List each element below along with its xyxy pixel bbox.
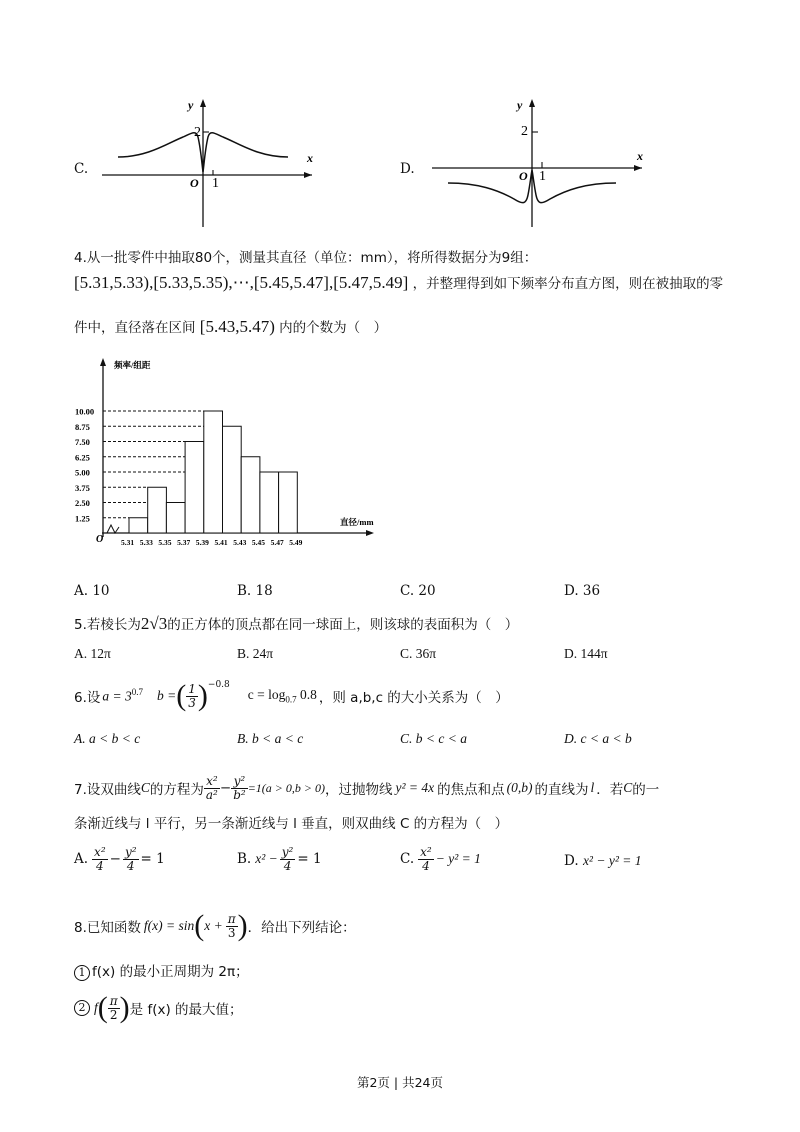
q7-mid: ，过抛物线 bbox=[324, 782, 393, 798]
q6-b-exp: −0.8 bbox=[207, 680, 230, 690]
q4-line3-head: 件中，直径落在区间 bbox=[74, 320, 196, 336]
q5-option-a[interactable]: A. 12π bbox=[74, 646, 111, 661]
y-tick-8.75: 8.75 bbox=[75, 421, 90, 432]
q6-tail: ，则 a,b,c 的大小关系为（ ） bbox=[318, 690, 509, 706]
q7-eq-mid: 的方程为 bbox=[149, 782, 204, 798]
q7-point: (0,b) bbox=[506, 780, 533, 795]
q4-intervals: [5.31,5.33),[5.33,5.35),⋯,[5.45,5.47],[5.47,5.49] bbox=[74, 273, 409, 292]
q5-stem bbox=[74, 613, 518, 634]
bar-5.45 bbox=[260, 472, 279, 533]
q7-line1: 7.设双曲线 C 的方程为 $\frac{\text{x²}}{\text{a²}}$ − $\frac{\text{y²}}{\text{b²}}$ =1(a > 0,b > 0) ，过抛物线 y² = 4x 的焦点和点 (0,b) 的直线为 l ．若 C 的一 bbox=[74, 773, 660, 802]
circled-one-icon: 1 bbox=[74, 965, 90, 981]
q8-stem: 8.已知函数 f(x) = sin ( x + $\frac{\pi}{3}$ ) ．给出下列结论： bbox=[74, 909, 356, 942]
q7-frac-x: $\frac{\text{x²}}{\text{a²}}$ bbox=[205, 773, 218, 802]
q4-option-c[interactable]: C. 20 bbox=[400, 583, 436, 599]
q4-line3 bbox=[74, 316, 387, 337]
d-y-label: y bbox=[517, 98, 523, 112]
q8-fx: f(x) = sin bbox=[143, 918, 195, 933]
x-tick-5.35: 5.35 bbox=[158, 538, 172, 547]
d-origin: O bbox=[519, 169, 528, 183]
q7-line2: 条渐近线与 l 平行，另一条渐近线与 l 垂直，则双曲线 C 的方程为（ ） bbox=[74, 816, 509, 832]
x-axis-title: 直径/mm bbox=[340, 517, 374, 527]
bar-5.31 bbox=[129, 518, 148, 533]
q5-option-c[interactable]: C. 36π bbox=[400, 646, 437, 661]
q7-option-c[interactable]: C. $\frac{\text{x²}}{4}$ − y² = 1 bbox=[400, 845, 481, 873]
q4-line2 bbox=[74, 272, 723, 293]
bar-5.33 bbox=[148, 487, 167, 533]
q8-inner: x + bbox=[204, 918, 223, 933]
q6-b-fraction: $\frac{1}{3}$ bbox=[188, 681, 196, 710]
q8-head: 8.已知函数 bbox=[74, 920, 141, 936]
q4-line3-tail: 内的个数为（ ） bbox=[279, 320, 388, 336]
frequency-histogram bbox=[72, 352, 382, 552]
q6-option-d[interactable]: D. c < a < b bbox=[564, 731, 632, 746]
d-tick-2: 2 bbox=[521, 124, 528, 139]
d-x-label: x bbox=[637, 149, 643, 163]
y-axis-title: 频率/组距 bbox=[114, 360, 151, 370]
q6-option-b[interactable]: B. b < a < c bbox=[237, 731, 304, 746]
q7-option-d[interactable]: D. x² − y² = 1 bbox=[564, 853, 642, 869]
q6-head: 6.设 bbox=[74, 690, 101, 706]
q7-mid4: ．若 bbox=[596, 782, 624, 798]
q4-option-b[interactable]: B. 18 bbox=[237, 583, 273, 599]
q7-c: C bbox=[140, 780, 150, 795]
q7-parabola: y² = 4x bbox=[395, 780, 435, 795]
page-footer: 第2页 | 共24页 bbox=[356, 1075, 444, 1090]
option-d-graph bbox=[418, 95, 650, 230]
option-c-graph bbox=[88, 95, 320, 230]
bar-5.41 bbox=[223, 426, 242, 533]
y-tick-7.50: 7.50 bbox=[75, 437, 90, 447]
q7-mid2: 的焦点和点 bbox=[437, 782, 505, 798]
y-tick-5.00: 5.00 bbox=[75, 467, 90, 478]
q6-stem: 6.设 $a = 3^{0.7}$ b = ( $\frac{1}{3}$ ) $^{-0.8}$ $c = \log_{0.7} 0.8$ ，则 a,b,c 的大小关系为（ ） bbox=[74, 679, 509, 712]
q7-head: 7.设双曲线 bbox=[74, 782, 141, 798]
q4-line3-interval: [5.43,5.47) bbox=[199, 317, 275, 336]
x-tick-5.49: 5.49 bbox=[289, 538, 303, 547]
q6-a: $a = 3^{0.7}$ bbox=[102, 687, 144, 704]
x-tick-5.47: 5.47 bbox=[270, 538, 284, 547]
q6-b-lhs: b = bbox=[157, 688, 177, 703]
q6-option-a[interactable]: A. a < b < c bbox=[74, 731, 141, 746]
x-tick-5.39: 5.39 bbox=[195, 538, 209, 547]
c-origin: O bbox=[190, 176, 199, 190]
q5-edge: 2√3 bbox=[140, 614, 168, 633]
c-x-label: x bbox=[307, 151, 313, 165]
q5-tail: 的正方体的顶点都在同一球面上，则该球的表面积为（ ） bbox=[167, 617, 519, 633]
bar-5.39 bbox=[204, 411, 223, 533]
y-tick-3.75: 3.75 bbox=[75, 482, 90, 493]
q8-item-2: 2 f ( $\frac{\pi}{2}$ ) 是 f(x) 的最大值； bbox=[74, 988, 243, 1028]
circled-two-icon: 2 bbox=[74, 1000, 90, 1016]
q6-option-c[interactable]: C. b < c < a bbox=[400, 731, 467, 746]
q8-item-1: 1 f(x) 的最小正周期为 2π； bbox=[74, 960, 249, 981]
bar-5.35 bbox=[166, 503, 185, 534]
q4-line2-tail: ，并整理得到如下频率分布直方图，则在被抽取的零 bbox=[412, 276, 724, 292]
x-tick-5.41: 5.41 bbox=[214, 538, 228, 547]
q6-c: $c = \log_{0.7} 0.8$ bbox=[247, 687, 317, 705]
x-tick-5.43: 5.43 bbox=[233, 538, 247, 547]
option-c-label: C. bbox=[74, 161, 89, 177]
x-tick-5.45: 5.45 bbox=[251, 538, 266, 547]
option-d-label: D. bbox=[400, 161, 415, 177]
y-tick-6.25: 6.25 bbox=[75, 452, 90, 463]
y-tick-1.25: 1.25 bbox=[75, 513, 90, 524]
q4-line1: 4.从一批零件中抽取80个，测量其直径（单位：mm），将所得数据分为9组： bbox=[74, 250, 538, 266]
q7-tail1: 的一 bbox=[632, 782, 660, 798]
d-tick-1: 1 bbox=[539, 169, 546, 184]
axis-break bbox=[107, 525, 119, 533]
y-tick-10.00: 10.00 bbox=[75, 406, 95, 417]
c-tick-2: 2 bbox=[194, 125, 201, 140]
bar-5.37 bbox=[185, 442, 204, 534]
y-axis-arrow bbox=[100, 358, 106, 366]
x-tick-5.37: 5.37 bbox=[177, 538, 191, 547]
q7-c2: C bbox=[623, 780, 633, 795]
q7-cond: =1(a > 0,b > 0) bbox=[247, 780, 325, 795]
q7-frac-y: $\frac{\text{y²}}{\text{b²}}$ bbox=[233, 773, 246, 802]
q5-option-b[interactable]: B. 24π bbox=[237, 646, 274, 661]
bar-5.43 bbox=[241, 457, 260, 533]
x-axis-arrow bbox=[366, 530, 374, 536]
x-tick-5.33: 5.33 bbox=[139, 538, 153, 547]
q8-tail: ．给出下列结论： bbox=[247, 920, 356, 936]
q5-head: 5.若棱长为 bbox=[74, 617, 141, 633]
bar-5.47 bbox=[279, 472, 298, 533]
q4-option-a[interactable]: A. 10 bbox=[74, 583, 110, 599]
c-tick-1: 1 bbox=[212, 176, 219, 191]
q5-option-d[interactable]: D. 144π bbox=[564, 646, 608, 661]
q7-option-b[interactable]: B. x² − $\frac{\text{y²}}{4}$ = 1 bbox=[237, 845, 322, 873]
x-tick-5.31: 5.31 bbox=[121, 538, 135, 547]
q7-option-a[interactable]: A. $\frac{\text{x²}}{4}$ − $\frac{\text{y²}}{4}$ = 1 bbox=[74, 845, 165, 873]
q7-mid3: 的直线为 bbox=[534, 782, 589, 798]
c-y-label: y bbox=[188, 98, 194, 112]
y-tick-2.50: 2.50 bbox=[75, 498, 90, 508]
q4-option-d[interactable]: D. 36 bbox=[564, 583, 601, 599]
q7-l: l bbox=[590, 780, 595, 795]
origin-label: O bbox=[96, 534, 104, 545]
